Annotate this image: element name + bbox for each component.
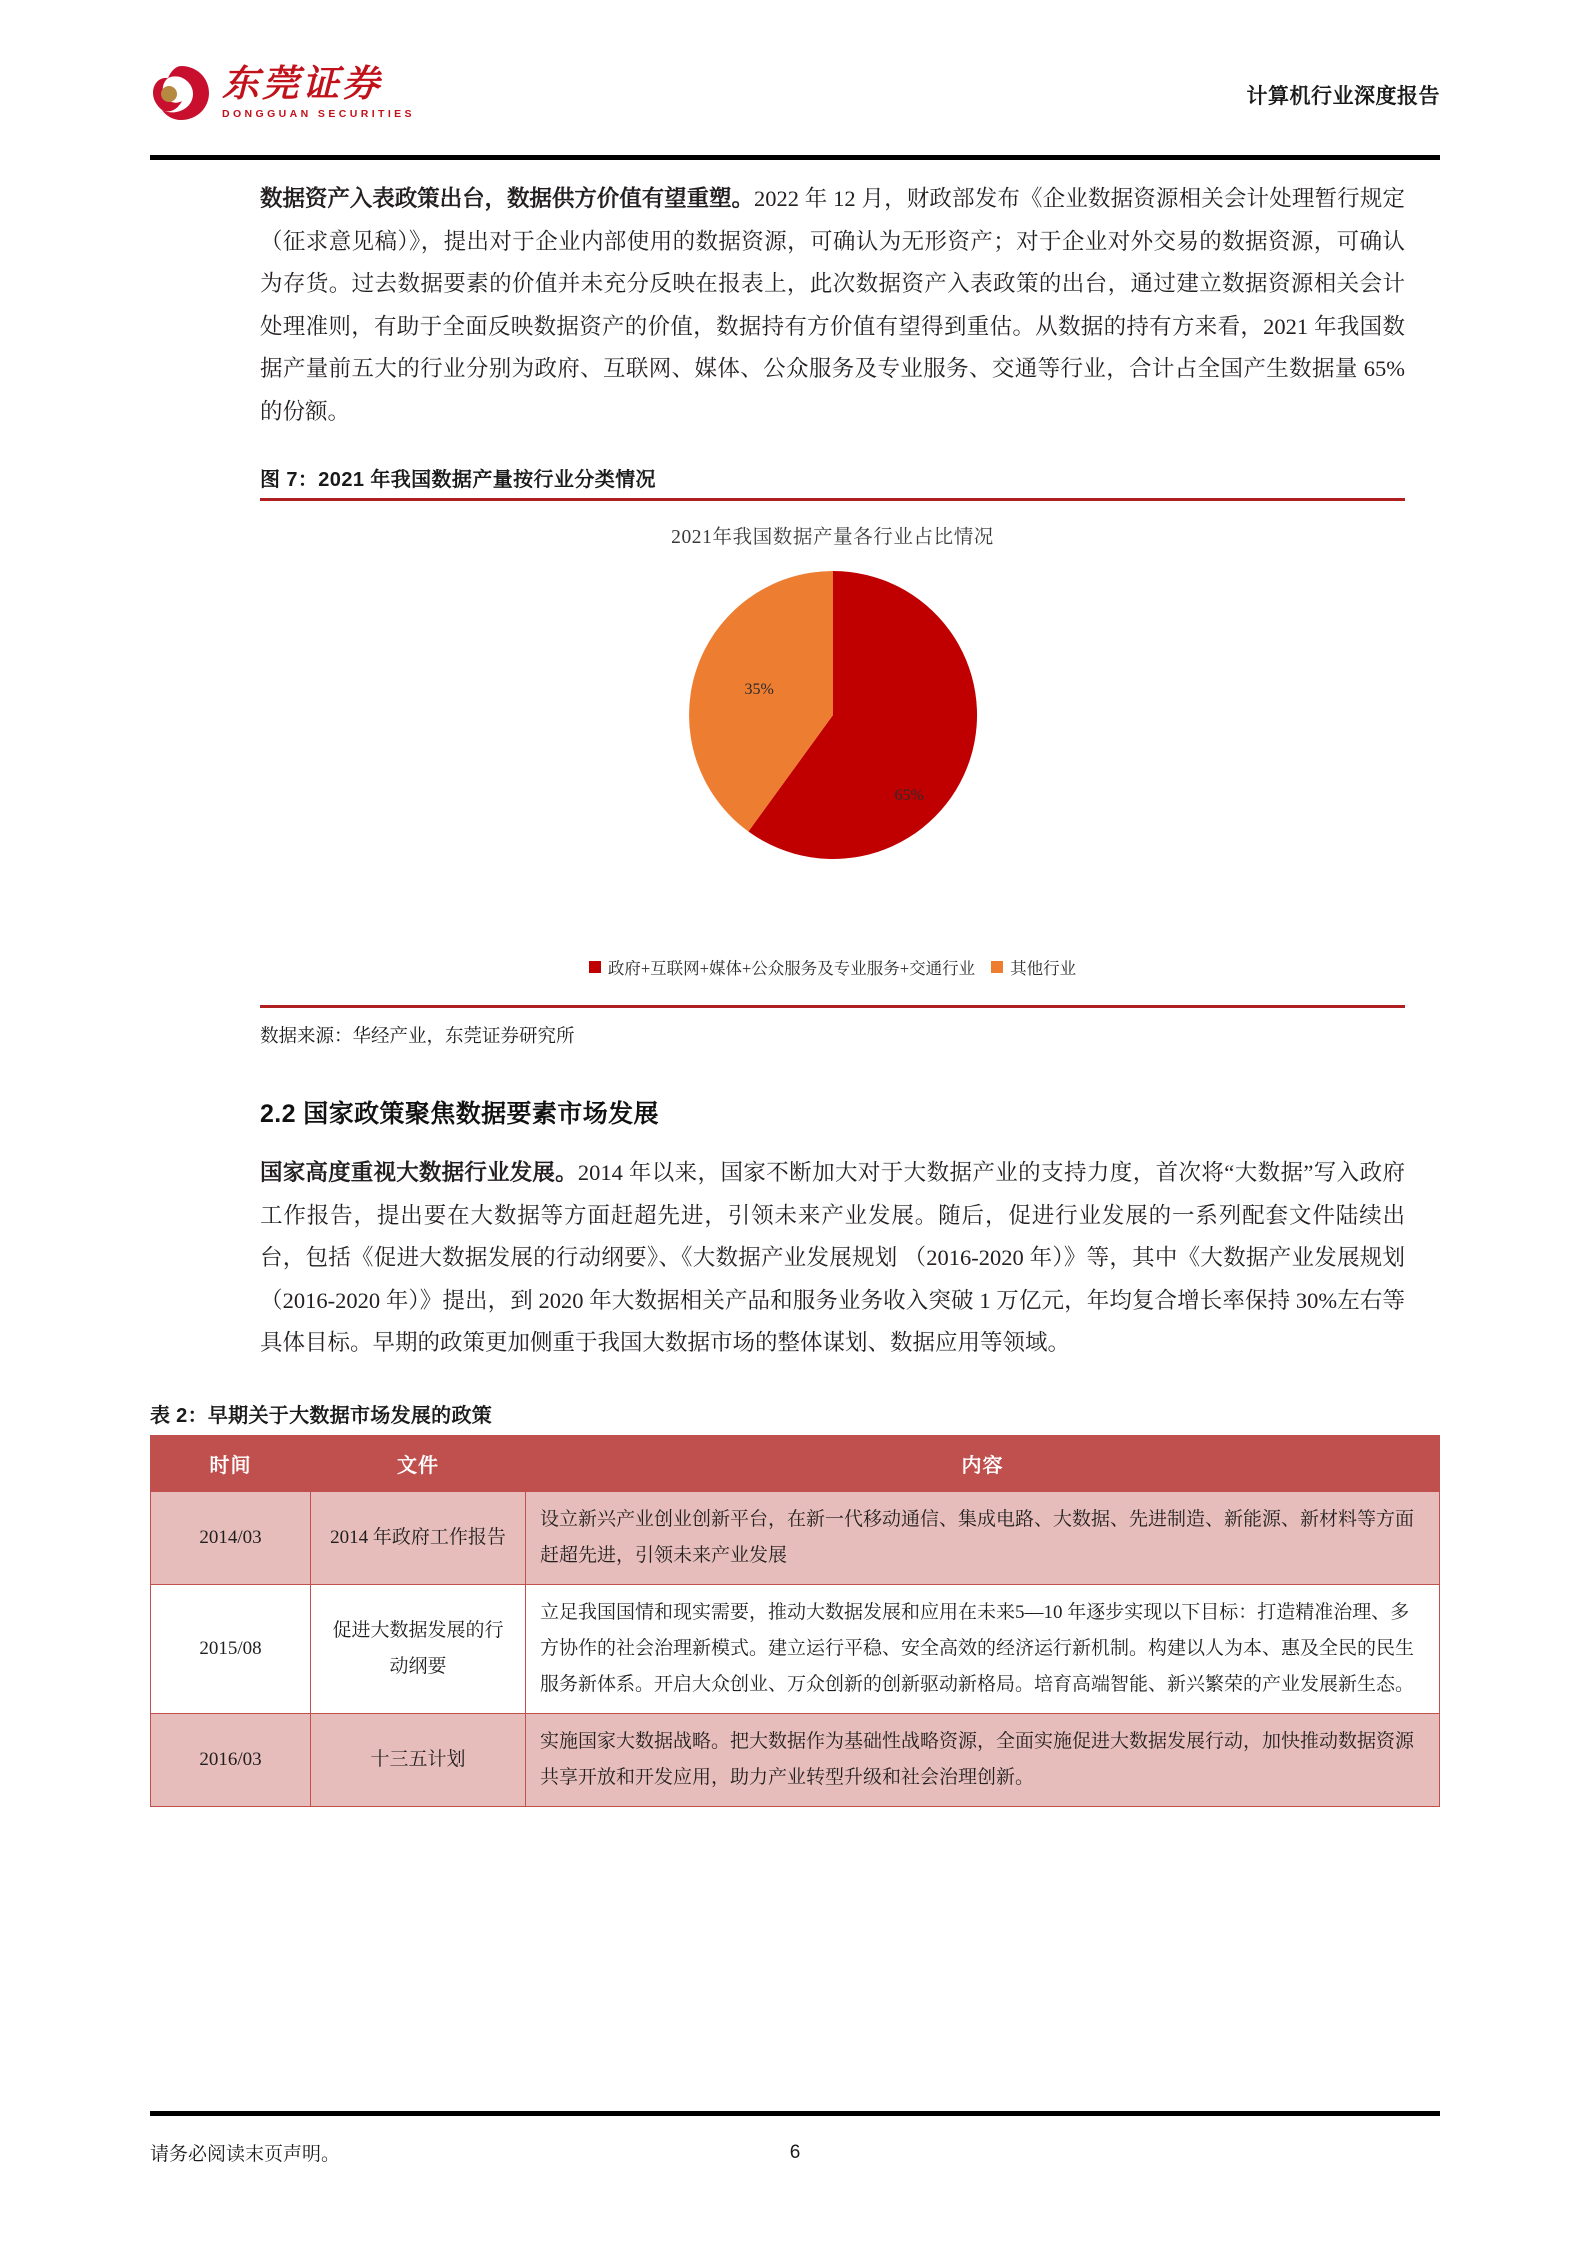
page-header [150, 58, 1440, 136]
column-header-content: 内容 [526, 1435, 1440, 1491]
table-row [151, 1491, 1440, 1584]
column-header-time: 时间 [151, 1435, 311, 1491]
legend-label-other: 其他行业 [1010, 959, 1077, 978]
column-header-file: 文件 [311, 1435, 526, 1491]
pie-chart-container [260, 501, 1405, 1001]
chart-legend [260, 955, 1405, 979]
policy-table [150, 1435, 1440, 1807]
pie-chart [683, 565, 983, 865]
logo-chinese-name: 东莞证券 [222, 64, 382, 106]
table-2-caption: 表 2：早期关于大数据市场发展的政策 [150, 1404, 493, 1427]
figure-bottom-rule [260, 1005, 1405, 1008]
cell-file: 促进大数据发展的行动纲要 [311, 1584, 526, 1713]
figure-7-source: 数据来源：华经产业，东莞证券研究所 [260, 1025, 575, 1046]
footer-divider [150, 2111, 1440, 2116]
company-logo [150, 64, 415, 122]
table-2-block [150, 1399, 1440, 1807]
legend-item-other [991, 955, 1076, 979]
cell-time: 2016/03 [151, 1713, 311, 1806]
legend-swatch-major-icon [589, 961, 601, 973]
figure-7-caption: 图 7：2021 年我国数据产量按行业分类情况 [260, 469, 656, 491]
pie-label-other: 35% [744, 681, 774, 698]
cell-time: 2015/08 [151, 1584, 311, 1713]
cell-time: 2014/03 [151, 1491, 311, 1584]
header-divider [150, 155, 1440, 160]
legend-item-major [589, 955, 975, 979]
logo-english-name: DONGGUAN SECURITIES [222, 108, 415, 121]
cell-file: 十三五计划 [311, 1713, 526, 1806]
paragraph-1-lead: 数据资产入表政策出台，数据供方价值有望重塑。 [260, 186, 754, 211]
paragraph-2-lead: 国家高度重视大数据行业发展。 [260, 1160, 578, 1185]
pie-label-major: 65% [894, 787, 924, 804]
table-header-row [151, 1435, 1440, 1491]
cell-file: 2014 年政府工作报告 [311, 1491, 526, 1584]
table-row [151, 1713, 1440, 1806]
figure-7-block [150, 463, 1440, 1048]
paragraph-2-body: 2014 年以来，国家不断加大对于大数据产业的支持力度，首次将“大数据”写入政府工作报告，提出要在大数据等方面赶超先进，引领未来产业发展。随后，促进行业发展的一系列配套文件陆续出台，包括《促进大数据发展的行动纲要》、《大数据产业发展规划 （2016-2020 年）》等，其中《大数据产业发展规划（2016-2020 年）》提出，到 2020 年大数据相关产品和服务业务收入突破 1 万亿元，年均复合增长率保持 30%左右等具体目标。早期的政策更加侧重于我国大数据市场的整体谋划、数据应用等领域。 [260, 1160, 1405, 1355]
section-heading-2-2: 2.2 国家政策聚焦数据要素市场发展 [260, 1100, 659, 1128]
table-row [151, 1584, 1440, 1713]
footer-disclaimer: 请务必阅读末页声明。 [150, 2144, 341, 2165]
dongguan-securities-logo-icon [150, 64, 212, 122]
footer-page-number: 6 [789, 2141, 801, 2163]
policy-table-head [151, 1435, 1440, 1491]
paragraph-national-policy [150, 1152, 1440, 1365]
paragraph-1-body: 2022 年 12 月，财政部发布《企业数据资源相关会计处理暂行规定（征求意见稿）》，提出对于企业内部使用的数据资源，可确认为无形资产；对于企业对外交易的数据资源，可确认为存货。过去数据要素的价值并未充分反映在报表上，此次数据资产入表政策的出台，通过建立数据资源相关会计处理准则，有助于全面反映数据资产的价值，数据持有方价值有望得到重估。从数据的持有方来看，2021 年我国数据产量前五大的行业分别为政府、互联网、媒体、公众服务及专业服务、交通等行业，合计占全国产生数据量 65%的份额。 [260, 186, 1405, 424]
page-footer [150, 2139, 1440, 2166]
policy-table-body [151, 1491, 1440, 1806]
chart-title: 2021年我国数据产量各行业占比情况 [671, 527, 994, 548]
page-content [150, 178, 1440, 1807]
logo-text-block [222, 66, 415, 120]
cell-content: 实施国家大数据战略。把大数据作为基础性战略资源，全面实施促进大数据发展行动，加快推动数据资源共享开放和开发应用，助力产业转型升级和社会治理创新。 [526, 1713, 1440, 1806]
cell-content: 设立新兴产业创业创新平台，在新一代移动通信、集成电路、大数据、先进制造、新能源、新材料等方面赶超先进，引领未来产业发展 [526, 1491, 1440, 1584]
cell-content: 立足我国国情和现实需要，推动大数据发展和应用在未来5—10 年逐步实现以下目标：打造精准治理、多方协作的社会治理新模式。建立运行平稳、安全高效的经济运行新机制。构建以人为本、惠及全民的民生服务新体系。开启大众创业、万众创新的创新驱动新格局。培育高端智能、新兴繁荣的产业发展新生态。 [526, 1584, 1440, 1713]
report-header-title: 计算机行业深度报告 [1246, 85, 1440, 108]
pie-chart-svg [683, 565, 983, 865]
legend-label-major: 政府+互联网+媒体+公众服务及专业服务+交通行业 [607, 959, 976, 978]
paragraph-data-asset-policy [150, 178, 1440, 433]
legend-swatch-other-icon [991, 961, 1003, 973]
